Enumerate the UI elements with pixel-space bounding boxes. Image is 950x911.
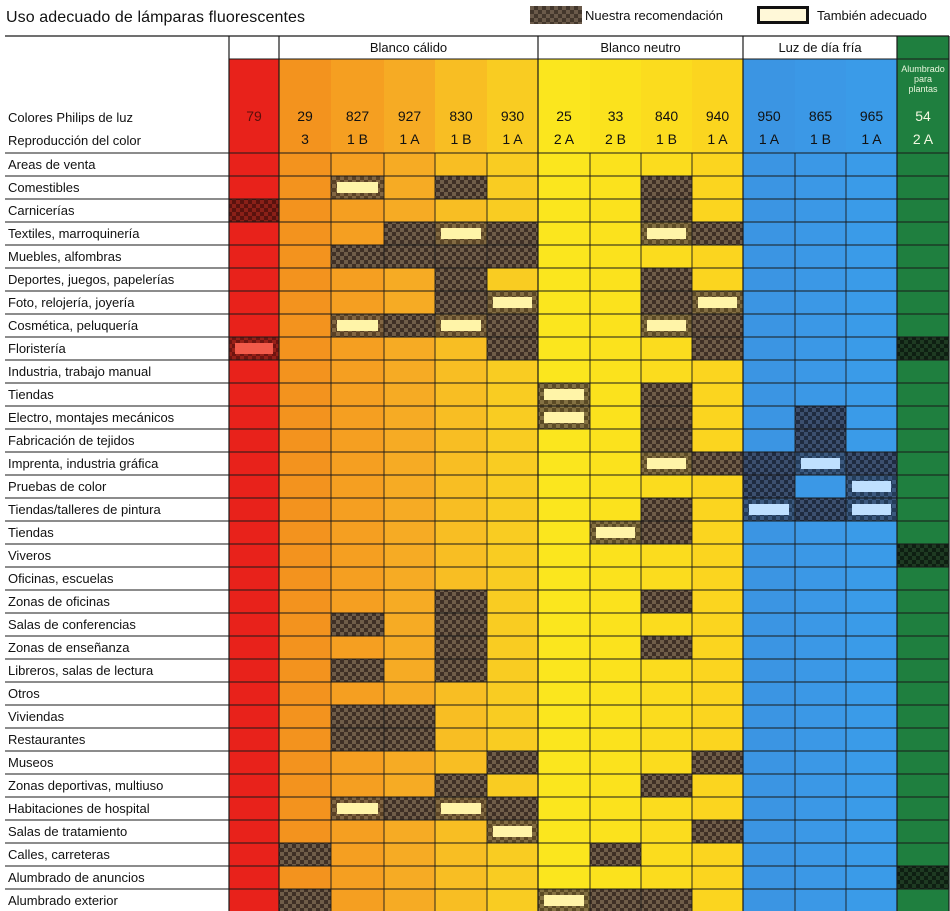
- row-label: Habitaciones de hospital: [8, 801, 150, 816]
- column-code-827: 827: [345, 108, 370, 124]
- column-code-830: 830: [449, 108, 473, 124]
- group-label-1: Blanco cálido: [369, 40, 448, 55]
- row-label: Pruebas de color: [8, 479, 107, 494]
- row-label: Zonas de enseñanza: [8, 640, 130, 655]
- column-background-940: [692, 59, 743, 911]
- section-label: Otros: [8, 686, 40, 701]
- plant-group-label-line: plantas: [908, 84, 938, 94]
- column-repro-940: 1 A: [707, 131, 728, 147]
- cell-recommended: [331, 245, 384, 268]
- cell-recommended: [384, 705, 435, 728]
- cell-suitable: [441, 803, 481, 814]
- cell-recommended: [590, 889, 641, 911]
- cell-suitable: [337, 182, 378, 193]
- cell-recommended: [743, 452, 795, 475]
- cell-suitable: [647, 320, 686, 331]
- section-label: Industria, trabajo manual: [8, 364, 152, 379]
- cell-recommended: [331, 613, 384, 636]
- cell-recommended: [641, 590, 692, 613]
- cell-recommended: [641, 291, 692, 314]
- cell-recommended: [435, 659, 487, 682]
- cell-recommended: [435, 636, 487, 659]
- plant-group-label-line: para: [913, 74, 933, 84]
- cell-recommended: [487, 222, 538, 245]
- group-label-3: Luz de día fría: [778, 40, 862, 55]
- cell-suitable: [801, 458, 840, 469]
- column-repro-930: 1 A: [502, 131, 523, 147]
- column-code-930: 930: [500, 108, 525, 124]
- column-repro-827: 1 B: [346, 131, 369, 147]
- row-label: Salas de tratamiento: [8, 824, 128, 839]
- cell-suitable: [698, 297, 737, 308]
- cell-recommended: [641, 498, 692, 521]
- cell-recommended: [641, 521, 692, 544]
- cell-recommended: [435, 176, 487, 199]
- column-code-29: 29: [297, 108, 313, 124]
- column-code-965: 965: [859, 108, 884, 124]
- row-label: Fabricación de tejidos: [8, 433, 135, 448]
- cell-recommended: [384, 314, 435, 337]
- column-repro-29: 3: [301, 131, 309, 147]
- row-label: Alumbrado exterior: [8, 893, 118, 908]
- row-label: Viviendas: [8, 709, 65, 724]
- column-background-927: [384, 59, 435, 911]
- cell-recommended: [435, 268, 487, 291]
- column-background-79: [229, 59, 279, 911]
- cell-recommended: [641, 636, 692, 659]
- cell-recommended: [897, 337, 949, 360]
- cell-recommended: [846, 452, 897, 475]
- cell-recommended: [795, 498, 846, 521]
- section-label: Areas de venta: [8, 157, 96, 172]
- cell-recommended: [692, 222, 743, 245]
- cell-recommended: [384, 222, 435, 245]
- row-header-colors: Colores Philips de luz: [8, 110, 134, 125]
- legend-suitable-label: También adecuado: [817, 8, 927, 23]
- row-label: Floristería: [8, 341, 66, 356]
- cell-recommended: [279, 889, 331, 911]
- cell-recommended: [692, 314, 743, 337]
- cell-recommended: [435, 590, 487, 613]
- cell-recommended: [641, 383, 692, 406]
- row-label: Comestibles: [8, 180, 80, 195]
- cell-recommended: [487, 245, 538, 268]
- cell-recommended: [384, 728, 435, 751]
- column-background-54: [897, 59, 949, 911]
- cell-recommended: [641, 176, 692, 199]
- cell-suitable: [544, 412, 584, 423]
- row-label: Zonas deportivas, multiuso: [8, 778, 164, 793]
- cell-recommended: [692, 452, 743, 475]
- group-header-0: [229, 36, 279, 59]
- cell-recommended: [590, 843, 641, 866]
- row-label: Alumbrado de anuncios: [8, 870, 145, 885]
- column-repro-950: 1 A: [758, 131, 780, 147]
- cell-recommended: [641, 199, 692, 222]
- cell-recommended: [692, 820, 743, 843]
- cell-recommended: [331, 728, 384, 751]
- cell-suitable: [441, 320, 481, 331]
- cell-suitable: [852, 481, 891, 492]
- column-repro-865: 1 B: [809, 131, 832, 147]
- row-label: Electro, montajes mecánicos: [8, 410, 175, 425]
- cell-recommended: [487, 797, 538, 820]
- column-code-25: 25: [556, 108, 572, 124]
- cell-recommended: [331, 705, 384, 728]
- cell-suitable: [852, 504, 891, 515]
- column-repro-927: 1 A: [399, 131, 420, 147]
- cell-suitable: [647, 458, 686, 469]
- row-label: Carnicerías: [8, 203, 75, 218]
- column-repro-54: 2 A: [912, 131, 934, 147]
- plant-group-label-line: Alumbrado: [901, 64, 945, 74]
- column-repro-840: 1 B: [655, 131, 678, 147]
- cell-recommended: [641, 406, 692, 429]
- row-header-reproduction: Reproducción del color: [8, 133, 141, 148]
- cell-suitable: [337, 320, 378, 331]
- cell-recommended: [384, 245, 435, 268]
- chart-title: Uso adecuado de lámparas fluorescentes: [6, 9, 306, 26]
- row-label: Restaurantes: [8, 732, 86, 747]
- cell-recommended: [897, 866, 949, 889]
- cell-suitable: [235, 343, 273, 354]
- row-label: Zonas de oficinas: [8, 594, 110, 609]
- cell-recommended: [331, 659, 384, 682]
- cell-recommended: [384, 797, 435, 820]
- cell-recommended: [641, 774, 692, 797]
- column-background-865: [795, 59, 846, 911]
- column-code-865: 865: [808, 108, 833, 124]
- column-background-29: [279, 59, 331, 911]
- cell-recommended: [897, 544, 949, 567]
- row-label: Viveros: [8, 548, 52, 563]
- row-label: Deportes, juegos, papelerías: [8, 272, 175, 287]
- row-label: Muebles, alfombras: [8, 249, 122, 264]
- cell-suitable: [493, 297, 532, 308]
- row-label: Libreros, salas de lectura: [8, 663, 154, 678]
- row-label: Salas de conferencias: [8, 617, 136, 632]
- column-code-927: 927: [397, 108, 422, 124]
- row-label: Calles, carreteras: [8, 847, 110, 862]
- cell-recommended: [692, 337, 743, 360]
- row-label: Imprenta, industria gráfica: [8, 456, 159, 471]
- column-repro-965: 1 A: [861, 131, 882, 147]
- cell-recommended: [229, 199, 279, 222]
- column-code-940: 940: [705, 108, 730, 124]
- row-label: Tiendas: [8, 525, 54, 540]
- column-code-950: 950: [757, 108, 781, 124]
- cell-suitable: [647, 228, 686, 239]
- cell-recommended: [487, 337, 538, 360]
- cell-suitable: [596, 527, 635, 538]
- cell-recommended: [435, 613, 487, 636]
- row-label: Foto, relojería, joyería: [8, 295, 135, 310]
- group-label-2: Blanco neutro: [600, 40, 681, 55]
- row-label: Cosmética, peluquería: [8, 318, 139, 333]
- cell-recommended: [692, 751, 743, 774]
- column-background-33: [590, 59, 641, 911]
- row-label: Textiles, marroquinería: [8, 226, 140, 241]
- section-label: Oficinas, escuelas: [8, 571, 114, 586]
- column-code-840: 840: [654, 108, 679, 124]
- column-background-25: [538, 59, 590, 911]
- cell-recommended: [435, 245, 487, 268]
- cell-suitable: [544, 389, 584, 400]
- column-repro-25: 2 A: [553, 131, 575, 147]
- row-label: Tiendas: [8, 387, 54, 402]
- row-label: Museos: [8, 755, 54, 770]
- cell-recommended: [795, 406, 846, 429]
- row-label: Tiendas/talleres de pintura: [8, 502, 161, 517]
- column-code-33: 33: [607, 108, 624, 124]
- cell-recommended: [795, 429, 846, 452]
- cell-recommended: [641, 889, 692, 911]
- cell-suitable: [544, 895, 584, 906]
- column-background-930: [487, 59, 538, 911]
- cell-recommended: [435, 774, 487, 797]
- cell-suitable: [493, 826, 532, 837]
- column-code-79: 79: [246, 108, 262, 124]
- column-repro-33: 2 B: [604, 131, 627, 147]
- cell-suitable: [337, 803, 378, 814]
- legend-recommended-label: Nuestra recomendación: [585, 8, 724, 23]
- cell-suitable: [749, 504, 789, 515]
- cell-recommended: [487, 314, 538, 337]
- column-repro-830: 1 B: [450, 131, 472, 147]
- column-code-54: 54: [915, 108, 931, 124]
- cell-recommended: [743, 475, 795, 498]
- cell-recommended: [641, 268, 692, 291]
- cell-recommended: [435, 291, 487, 314]
- group-header-4: [897, 36, 949, 59]
- cell-recommended: [279, 843, 331, 866]
- cell-recommended: [487, 751, 538, 774]
- cell-suitable: [441, 228, 481, 239]
- cell-recommended: [641, 429, 692, 452]
